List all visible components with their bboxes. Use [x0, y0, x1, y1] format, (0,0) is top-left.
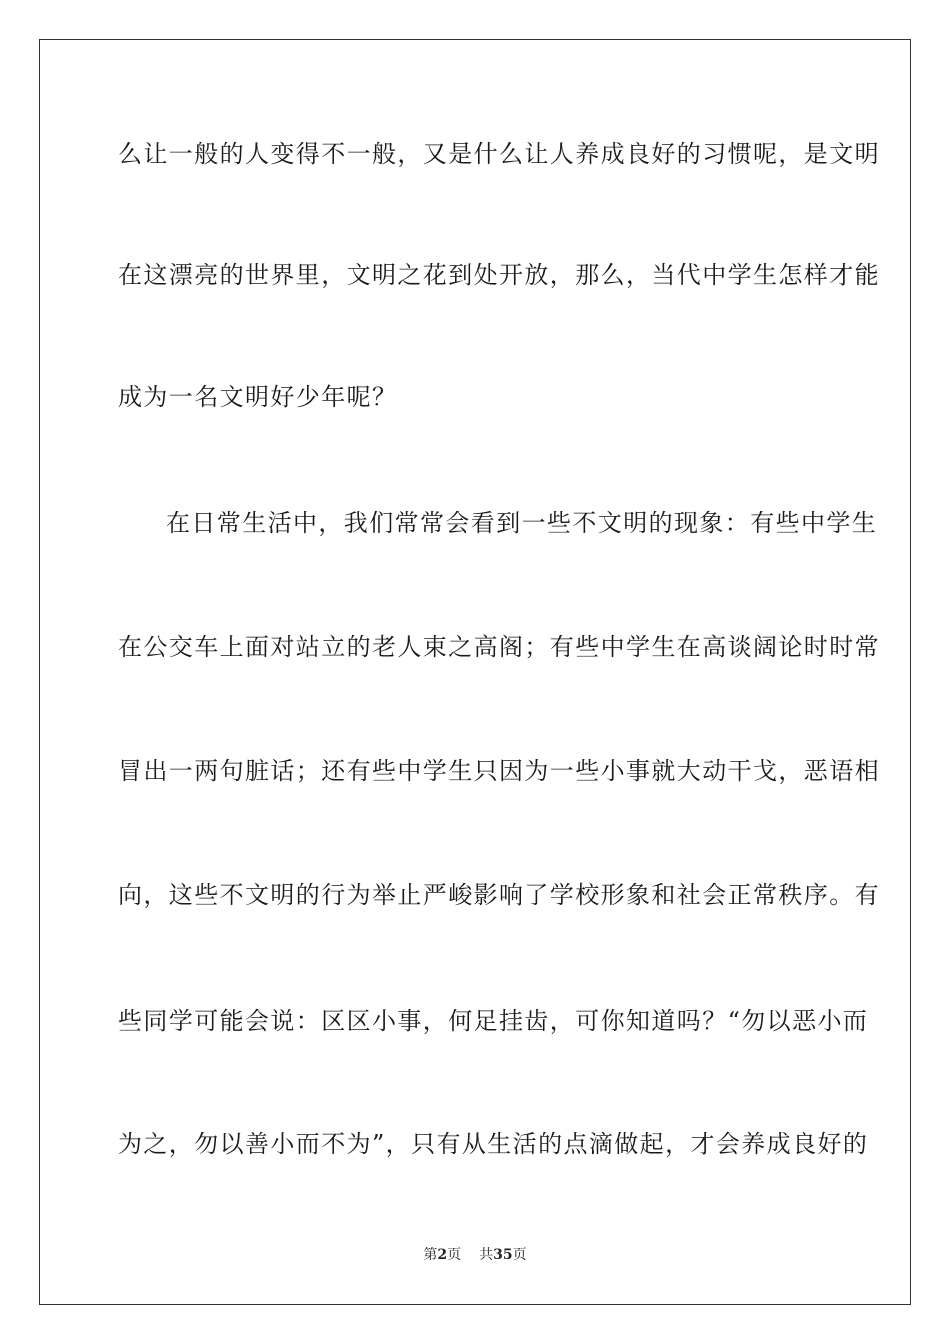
text-line: 在这漂亮的世界里，文明之花到处开放，那么，当代中学生怎样才能: [118, 261, 880, 289]
text-line: 为之，勿以善小而不为”，只有从生活的点滴做起，才会养成良好的: [118, 1130, 869, 1158]
text-line: 些同学可能会说：区区小事，何足挂齿，可你知道吗？“勿以恶小而: [118, 1007, 869, 1035]
page-border: [39, 39, 911, 1305]
page-prefix: 第: [423, 1247, 438, 1263]
text-line: 冒出一两句脏话；还有些中学生只因为一些小事就大动干戈，恶语相: [118, 757, 880, 785]
text-line: 成为一名文明好少年呢？: [118, 383, 398, 411]
total-prefix: 共: [479, 1247, 494, 1263]
text-line: 么让一般的人变得不一般，又是什么让人养成良好的习惯呢，是文明: [118, 140, 880, 168]
total-suffix: 页: [512, 1247, 527, 1263]
paragraph-first-line: 在日常生活中，我们常常会看到一些不文明的现象：有些中学生: [166, 509, 878, 537]
total-pages: 35: [493, 1247, 513, 1263]
page-footer: [0, 1246, 950, 1264]
page-number: 2: [437, 1247, 448, 1263]
text-line: 在公交车上面对站立的老人束之高阁；有些中学生在高谈阔论时时常: [118, 633, 880, 661]
page-suffix: 页: [447, 1247, 462, 1263]
text-line: 向，这些不文明的行为举止严峻影响了学校形象和社会正常秩序。有: [118, 881, 880, 909]
